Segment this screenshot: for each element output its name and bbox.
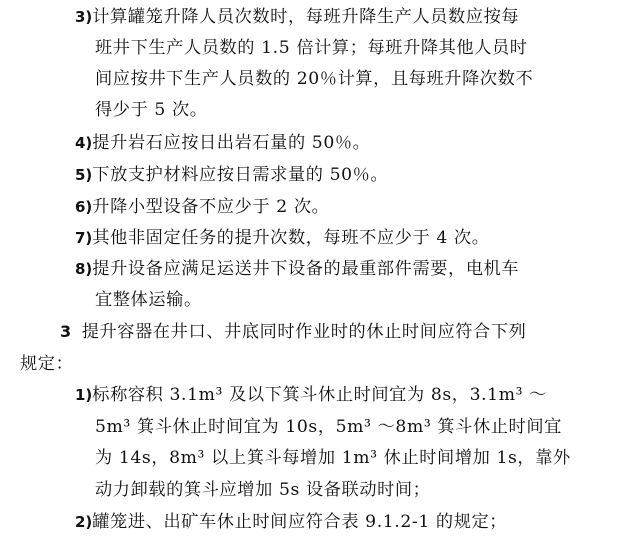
- text-line: [95, 415, 562, 439]
- line-text: 为 14s，8m³ 以上箕斗每增加 1m³ 休止时间增加 1s，靠外: [95, 448, 571, 468]
- line-text: 动力卸载的箕斗应增加 5s 设备联动时间；: [95, 480, 431, 500]
- text-line: [95, 36, 528, 60]
- item-number: 5): [75, 166, 93, 184]
- text-line: [75, 163, 388, 187]
- section-number: 3: [60, 322, 72, 341]
- text-line: [75, 257, 519, 281]
- text-line: [20, 352, 73, 376]
- text-line: [95, 288, 202, 312]
- line-text: 计算罐笼升降人员次数时，每班升降生产人员数应按每: [92, 7, 520, 27]
- line-text: 规定：: [20, 354, 74, 374]
- line-text: 得少于 5 次。: [95, 100, 208, 120]
- item-number: 6): [75, 198, 93, 216]
- text-line: [95, 67, 533, 91]
- item-number: 3): [75, 8, 93, 26]
- line-text: 班井下生产人员数的 1.5 倍计算；每班升降其他人员时: [95, 38, 528, 58]
- text-line: [75, 383, 547, 407]
- line-text: 宜整体运输。: [95, 290, 202, 310]
- line-text: 其他非固定任务的提升次数，每班不应少于 4 次。: [92, 228, 490, 248]
- text-line: [95, 98, 208, 122]
- line-text: 下放支护材料应按日需求量的 50％。: [92, 165, 389, 185]
- line-text: 提升容器在井口、井底同时作业时的休止时间应符合下列: [81, 322, 527, 342]
- item-number: 4): [75, 134, 93, 152]
- text-line: [75, 131, 370, 155]
- item-number: 8): [75, 260, 93, 278]
- item-number: 1): [75, 386, 93, 404]
- line-text: 5m³ 箕斗休止时间宜为 10s，5m³ ～8m³ 箕斗休止时间宜: [95, 417, 562, 437]
- item-number: 2): [75, 513, 93, 531]
- item-number: 7): [75, 229, 93, 247]
- text-line: [95, 446, 571, 470]
- line-text: 间应按井下生产人员数的 20％计算，且每班升降次数不: [95, 69, 534, 89]
- text-line: [60, 320, 526, 344]
- line-text: 提升岩石应按日出岩石量的 50％。: [92, 133, 371, 153]
- line-text: 提升设备应满足运送井下设备的最重部件需要，电机车: [92, 259, 520, 279]
- text-line: [75, 226, 490, 250]
- line-text: 罐笼进、出矿车休止时间应符合表 9.1.2-1 的规定；: [92, 512, 508, 532]
- text-line: [75, 510, 507, 534]
- text-line: [75, 195, 329, 219]
- line-text: 标称容积 3.1m³ 及以下箕斗休止时间宜为 8s，3.1m³ ～: [92, 385, 547, 405]
- line-text: 升降小型设备不应少于 2 次。: [92, 197, 330, 217]
- text-line: [95, 478, 430, 502]
- text-line: [75, 5, 519, 29]
